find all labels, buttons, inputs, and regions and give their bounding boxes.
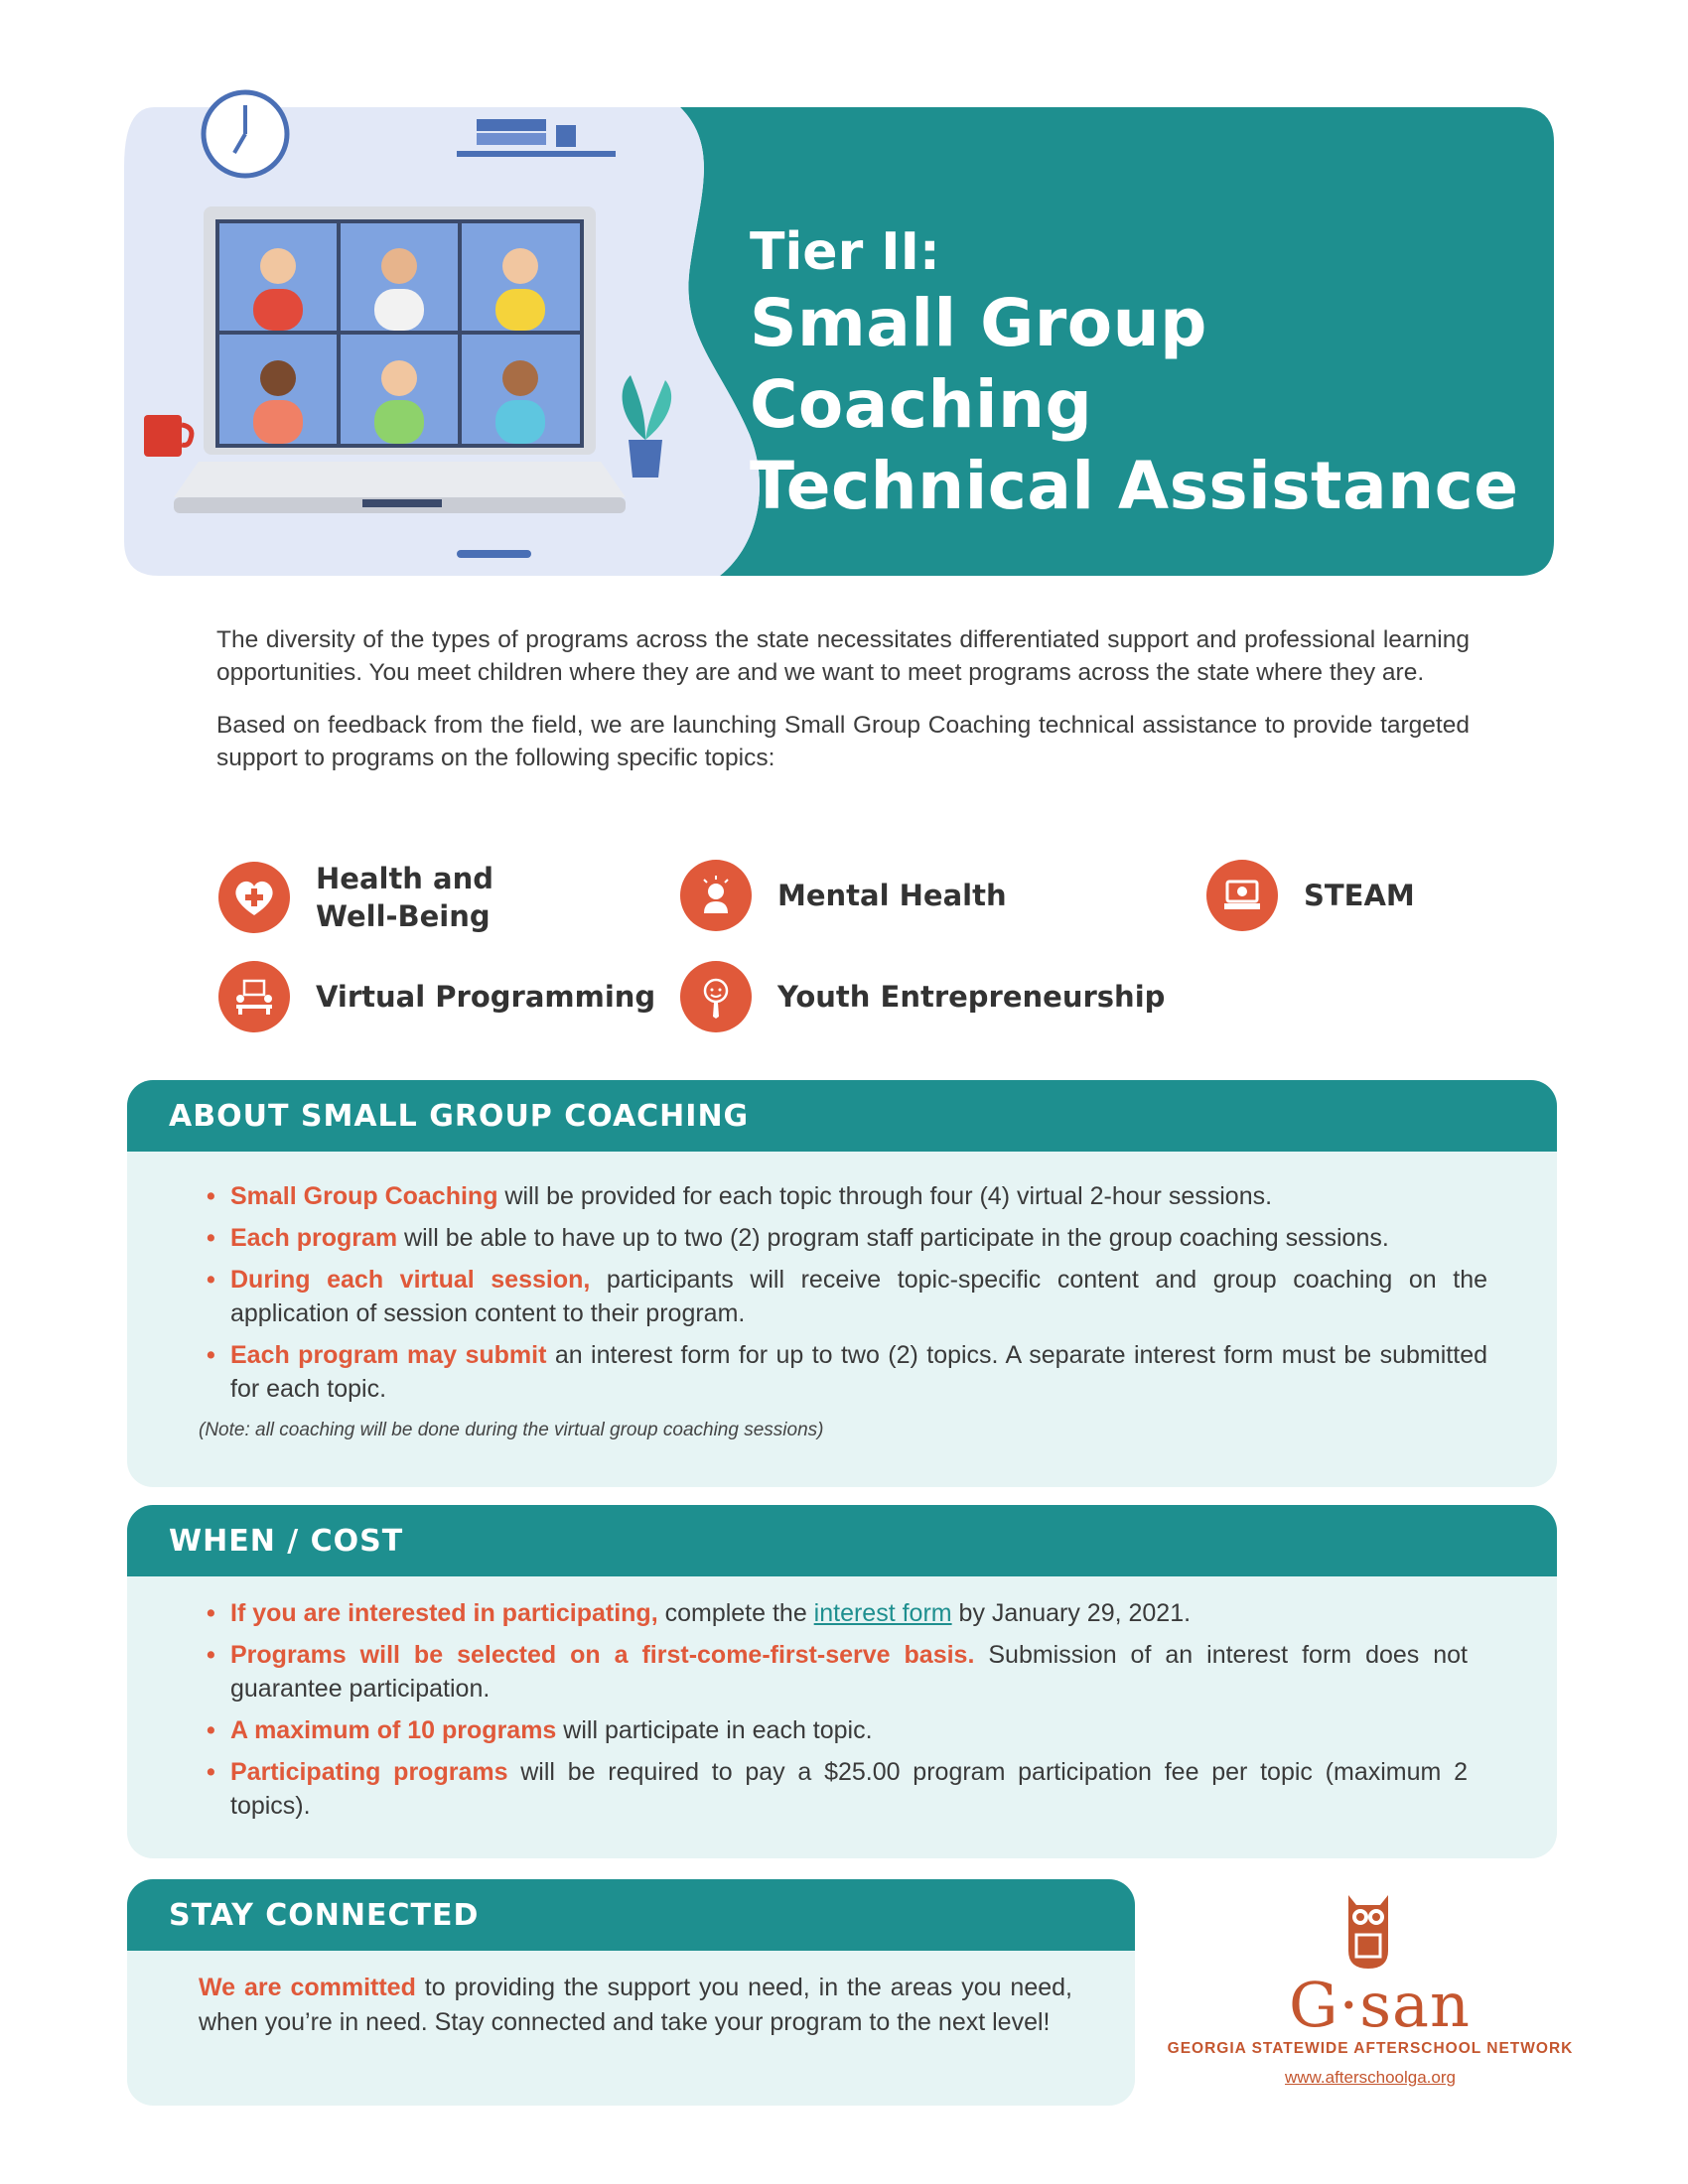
list-item: • During each virtual session, participants will receive topic-specific content and group coaching on the application of session content to their program. — [207, 1266, 1487, 1327]
list-item: • Participating programs will be required to pay a $25.00 program participation fee per topic (maximum 2 topics). — [207, 1758, 1468, 1820]
tier-label: Tier II: — [750, 222, 940, 282]
title-line-2: Technical Assistance — [750, 448, 1519, 524]
list-item: • A maximum of 10 programs will participate in each topic. — [207, 1716, 873, 1744]
topic-health — [218, 860, 493, 935]
topic-mental-health — [680, 860, 1007, 931]
gsan-logo — [1162, 1891, 1579, 2090]
laptop-icon — [174, 202, 631, 539]
about-list — [207, 1179, 1487, 1414]
website-link[interactable]: www.afterschoolga.org — [1285, 2068, 1456, 2087]
lightbulb-head-icon — [680, 860, 752, 931]
stay-connected-heading: STAY CONNECTED — [127, 1879, 1135, 1951]
topic-steam-label: STEAM — [1304, 879, 1415, 912]
when-cost-heading: WHEN / COST — [127, 1505, 1557, 1576]
topic-label — [316, 860, 493, 935]
intro-text — [216, 623, 1470, 794]
video-meeting-icon — [218, 961, 290, 1032]
list-item: • Programs will be selected on a first-come-first-serve basis. Submission of an interest form does not guarantee participation. — [207, 1641, 1468, 1703]
person-idea-icon — [680, 961, 752, 1032]
topic-mental-health-label: Mental Health — [777, 879, 1007, 912]
interest-form-link[interactable]: interest form — [813, 1599, 952, 1627]
hero-banner — [124, 107, 1554, 576]
topic-health-line-1: Health and — [316, 862, 494, 895]
list-item: • Small Group Coaching will be provided for each topic through four (4) virtual 2-hour sessions. — [207, 1182, 1273, 1210]
hero-title — [750, 221, 1554, 527]
when-cost-section — [127, 1505, 1557, 1858]
stay-connected-text: We are committed to providing the support you need, in the areas you need, when you’re in need. Stay connected and take your program to the next level! — [199, 1974, 1072, 2036]
topic-health-line-2: Well-Being — [316, 899, 491, 933]
about-section — [127, 1080, 1557, 1487]
about-note: (Note: all coaching will be done during the virtual group coaching sessions) — [199, 1420, 824, 1440]
shelf-icon — [457, 107, 616, 167]
list-item: • If you are interested in participating, complete the interest form by January 29, 2021. — [207, 1599, 1192, 1627]
mug-icon — [139, 405, 199, 465]
about-heading: ABOUT SMALL GROUP COACHING — [127, 1080, 1557, 1152]
topic-youth-entrepreneurship — [680, 961, 1165, 1032]
topic-virtual-label: Virtual Programming — [316, 980, 656, 1014]
stay-connected-section — [127, 1879, 1135, 2106]
logo-tagline: GEORGIA STATEWIDE AFTERSCHOOL NETWORK — [1167, 2040, 1574, 2057]
topic-virtual-programming — [218, 961, 655, 1032]
intro-paragraph-1: The diversity of the types of programs across the state necessitates differentiated support and professional learning opportunities. You meet children where they are and we want to meet programs across the state where they are. — [216, 626, 1470, 686]
list-item: • Each program may submit an interest form for up to two (2) topics. A separate interest form must be submitted for each topic. — [207, 1341, 1487, 1403]
topic-youth-label: Youth Entrepreneurship — [777, 980, 1166, 1014]
clock-icon — [199, 87, 293, 182]
heart-plus-icon — [218, 862, 290, 933]
plant-icon — [611, 370, 680, 479]
topic-steam — [1206, 860, 1415, 931]
owl-icon — [1340, 1891, 1396, 1973]
intro-paragraph-2: Based on feedback from the field, we are launching Small Group Coaching technical assistance to provide targeted support to programs on the following specific topics: — [216, 712, 1470, 771]
title-line-1: Small Group Coaching — [750, 285, 1207, 443]
pen-icon — [452, 544, 541, 564]
list-item: • Each program will be able to have up to two (2) program staff participate in the group coaching sessions. — [207, 1224, 1389, 1252]
logo-wordmark: G·san — [1289, 1969, 1471, 2041]
when-cost-list — [207, 1596, 1468, 1831]
computer-gear-icon — [1206, 860, 1278, 931]
